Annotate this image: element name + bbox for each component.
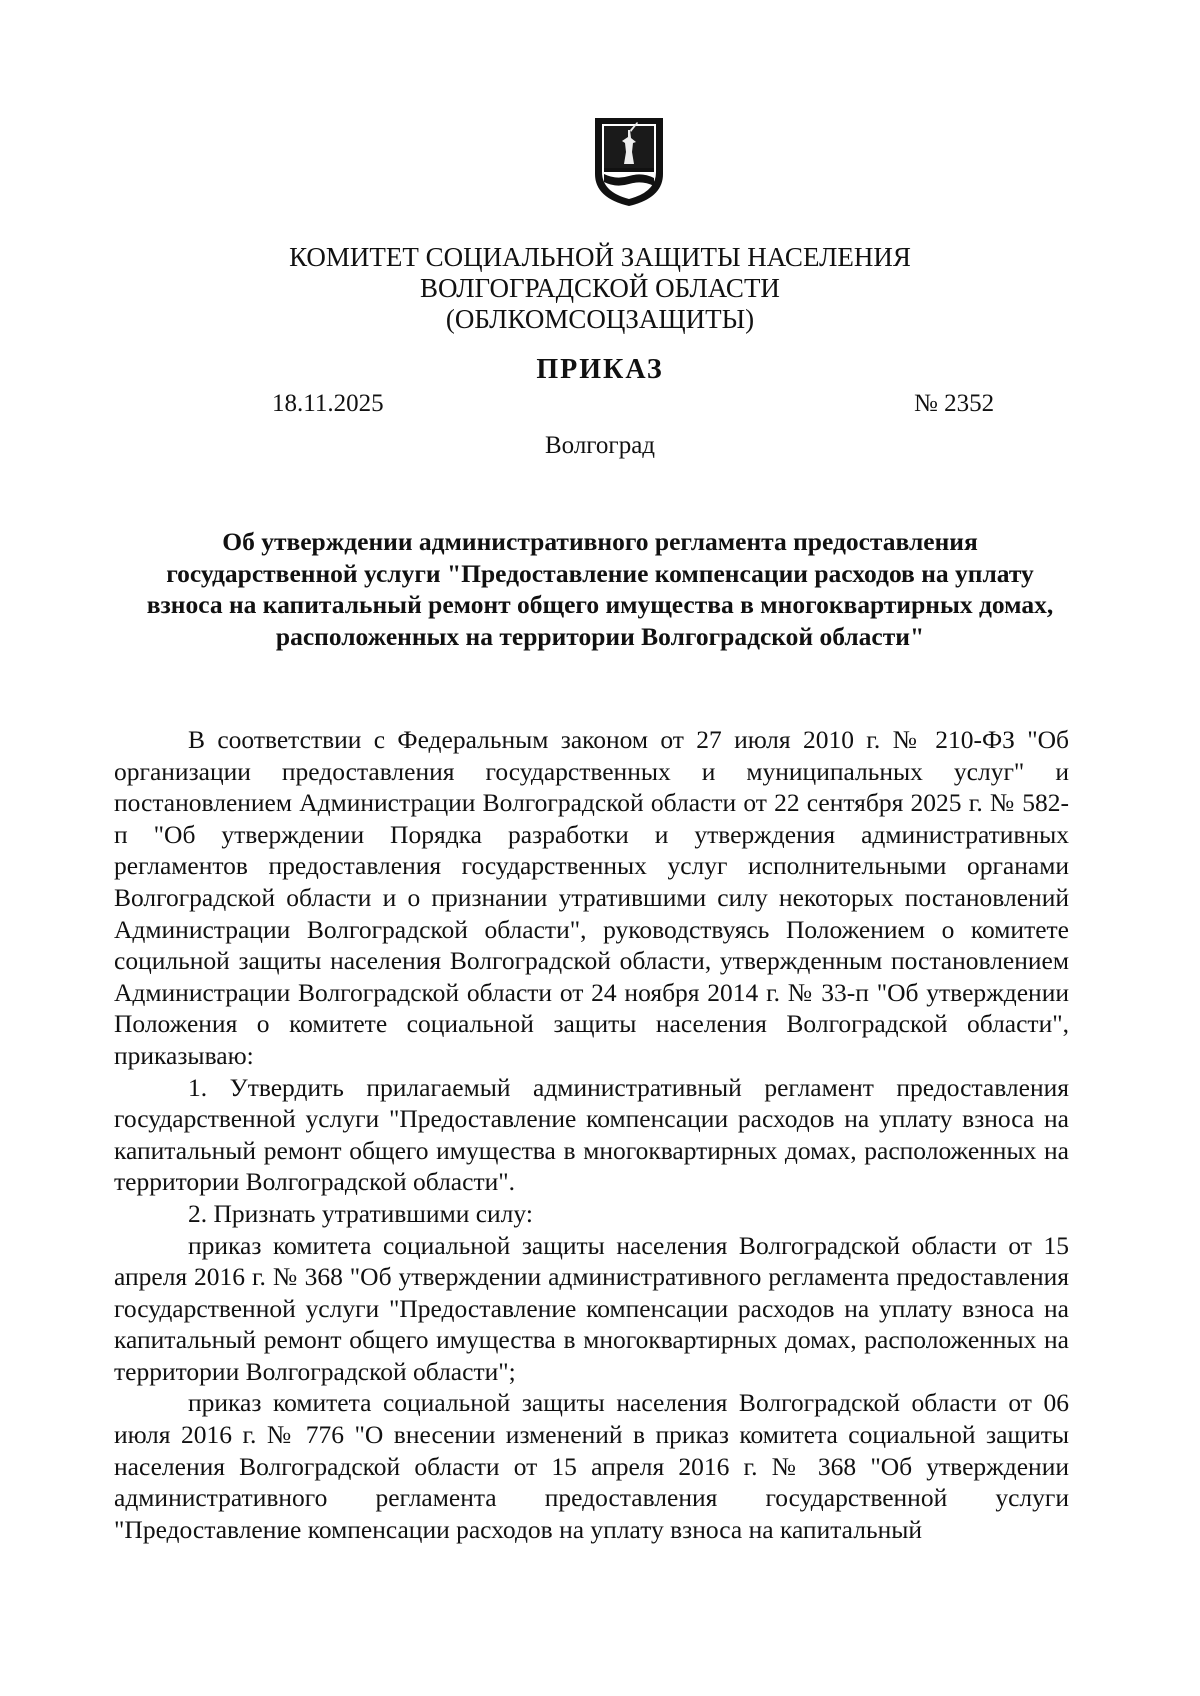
document-type: ПРИКАЗ [536, 354, 664, 385]
document-title: Об утверждении административного регламента предоставления государственной услуги "Предоставление компенсации расходов на уплату взноса на капитальный ремонт общего имущества в многоквартирных домах, расположенных на территории Волгоградской области" [146, 527, 1054, 651]
body-paragraph-repealed-order-1: приказ комитета социальной защиты населения Волгоградской области от 15 апреля 2016 г. № 368 "Об утверждении административного регламента предоставления государственной услуги "Предоставление компенсации расходов на уплату взноса на капитальный ремонт общего имущества в многоквартирных домах, расположенных на территории Волгоградской области"; [114, 1230, 1069, 1386]
organization-abbreviation: (ОБЛКОМСОЦЗАЩИТЫ) [445, 304, 755, 334]
body-paragraph-item-2: 2. Признать утратившими силу: [188, 1198, 533, 1228]
body-paragraph-item-1: 1. Утвердить прилагаемый административный регламент предоставления государственной услуги "Предоставление компенсации расходов на уплату взноса на капитальный ремонт общего имущества в многоквартирных домах, расположенных на территории Волгоградской области". [114, 1072, 1069, 1197]
organization-name-line-1: КОМИТЕТ СОЦИАЛЬНОЙ ЗАЩИТЫ НАСЕЛЕНИЯ [289, 242, 911, 272]
body-paragraph-repealed-order-2: приказ комитета социальной защиты населения Волгоградской области от 06 июля 2016 г. № 776 "О внесении изменений в приказ комитета социальной защиты населения Волгоградской области от 15 апреля 2016 г. № 368 "Об утверждении административного регламента предоставления государственной услуги "Предоставление компенсации расходов на уплату взноса на капитальный [114, 1388, 1069, 1544]
document-body [114, 724, 1069, 1545]
volgograd-coat-of-arms-icon [592, 116, 666, 208]
organization-name-line-2: ВОЛГОГРАДСКОЙ ОБЛАСТИ [420, 273, 780, 303]
document-date: 18.11.2025 [272, 390, 384, 417]
body-paragraph-preamble: В соответствии с Федеральным законом от 27 июля 2010 г. № 210-ФЗ "Об организации предоставления государственных и муниципальных услуг" и постановлением Администрации Волгоградской области от 22 сентября 2025 г. № 582-п "Об утверждении Порядка разработки и утверждения административных регламентов предоставления государственных услуг исполнительными органами Волгоградской области и о признании утратившими силу некоторых постановлений Администрации Волгоградской области", руководствуясь Положением о комитете социльной защиты населения Волгоградской области, утвержденным постановлением Администрации Волгоградской области от 24 ноября 2014 г. № 33-п "Об утверждении Положения о комитете социальной защиты населения Волгоградской области", приказываю: [114, 725, 1069, 1070]
document-city: Волгоград [544, 432, 656, 459]
document-number: № 2352 [914, 390, 995, 417]
